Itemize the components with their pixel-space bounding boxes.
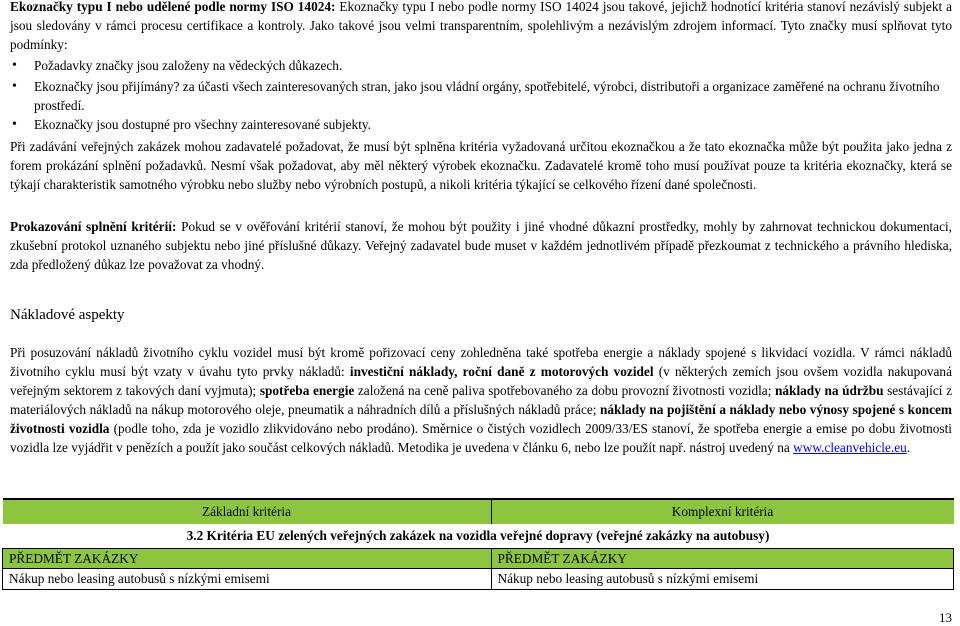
ecolabel-lead: Ekoznačky typu I nebo udělené podle normy ISO 14024: xyxy=(10,0,336,14)
costs-bold: spotřeba energie xyxy=(259,383,355,398)
conditions-list xyxy=(10,56,952,134)
cleanvehicle-link[interactable]: www.cleanvehicle.eu xyxy=(793,440,907,455)
subject-value-right: Nákup nebo leasing autobusů s nízkými emisemi xyxy=(491,569,954,590)
list-item: • Ekoznačky jsou přijímány? za účasti všech zainteresovaných stran, jako jsou vládní orgány, spotřebitelé, výrobci, distributoři a organizace zaměřené na ochranu životního prostředí. xyxy=(10,77,952,115)
table-row xyxy=(3,499,954,524)
table-row xyxy=(3,549,954,569)
paragraph-proof xyxy=(10,217,952,274)
page-number: 13 xyxy=(939,610,952,625)
costs-text: Při posuzování nákladů životního cyklu vozidel musí být kromě pořizovací ceny zohledněna také spotřeba energie a náklady spojené s likvidací vozidla. V rámci nákladů životního cyklu musí být vzaty v úvahu tyto prvky nákladů: xyxy=(10,345,952,379)
list-item: • Ekoznačky jsou dostupné pro všechny zainteresované subjekty. xyxy=(10,115,952,134)
costs-text: (podle toho, zda je vozidlo zlikvidováno nebo prodáno). Směrnice o čistých vozidlech 2009/33/ES stanoví, že spotřeba energie a emise po dobu životnosti vozidla lze vyjádřit v penězích a použít jako součást celkových nákladů. Metodika je uvedena v článku 6, nebo lze použít např. nástroj uvedený na xyxy=(10,421,952,455)
paragraph-procurement: Při zadávání veřejných zakázek mohou zadavatelé požadovat, že musí být splněna kritéria vyžadovaná určitou ekoznačkou a že tato ekoznačka může být použita jako jedna z forem prokázání splnění požadavků. Nesmí však požadovat, aby měl některý výrobek ekoznačku. Zadavatelé kromě toho musí používat pouze ta kritéria ekoznačky, která se týkají charakteristik samotného výrobku nebo služby nebo výrobních postupů, a nikoli kritéria týkající se celkového řízení dané společnosti. xyxy=(10,139,952,192)
table-row xyxy=(3,569,954,590)
criteria-section-title: 3.2 Kritéria EU zelených veřejných zakázek na vozidla veřejné dopravy (veřejné zakázky na autobusy) xyxy=(186,528,770,543)
costs-text: založená na ceně paliva spotřebovaného za dobu provozní životnosti vozidla; xyxy=(357,383,772,398)
header-core-criteria: Základní kritéria xyxy=(3,499,492,524)
costs-text: sestávající z materiálových nákladů na nákup motorového oleje, pneumatik a náhradních dílů a příslušných nákladů práce; xyxy=(10,383,952,417)
paragraph-costs xyxy=(10,343,952,457)
section-heading: Nákladové aspekty xyxy=(10,307,125,323)
list-item: • Požadavky značky jsou založeny na vědeckých důkazech. xyxy=(10,56,952,75)
subject-label-left: PŘEDMĚT ZAKÁZKY xyxy=(3,549,492,569)
table-row xyxy=(3,524,954,549)
costs-text: . xyxy=(906,440,911,455)
costs-bold: investiční náklady, roční daně z motorových vozidel xyxy=(349,364,654,379)
proof-lead: Prokazování splnění kritérií: xyxy=(10,219,177,234)
header-comprehensive-criteria: Komplexní kritéria xyxy=(491,499,954,524)
criteria-table xyxy=(2,498,954,590)
costs-text: (v některých zemích jsou ovšem vozidla nakupovaná veřejným sektorem z takových daní vyjmuta); xyxy=(10,364,952,398)
ecolabel-text: Ekoznačky typu I nebo podle normy ISO 14024 jsou takové, jejichž hodnotící kritéria stanoví nezávislý subjekt a jsou sledovány v rámci procesu certifikace a kontroly. Jako takové jsou velmi transparentním, spolehlivým a nezávislým zdrojem informací. Tyto značky musí splňovat tyto podmínky: xyxy=(10,0,953,52)
subject-value-left: Nákup nebo leasing autobusů s nízkými emisemi xyxy=(3,569,492,590)
costs-bold: náklady na pojištění a náklady nebo výnosy spojené s koncem životnosti vozidla xyxy=(10,402,952,436)
costs-bold: náklady na údržbu xyxy=(775,383,884,398)
paragraph-ecolabel-type-i xyxy=(10,0,952,54)
subject-label-right: PŘEDMĚT ZAKÁZKY xyxy=(491,549,954,569)
proof-text: Pokud se v ověřování kritérií stanoví, že mohou být použity i jiné vhodné důkazní prostředky, mohly by zahrnovat technickou dokumentaci, zkušební protokol uznaného subjektu nebo jiné příslušné důkazy. Veřejný zadavatel bude muset v každém jednotlivém případě přezkoumat z technického a právního hlediska, zda předložený důkaz lze považovat za vhodný. xyxy=(10,219,952,272)
